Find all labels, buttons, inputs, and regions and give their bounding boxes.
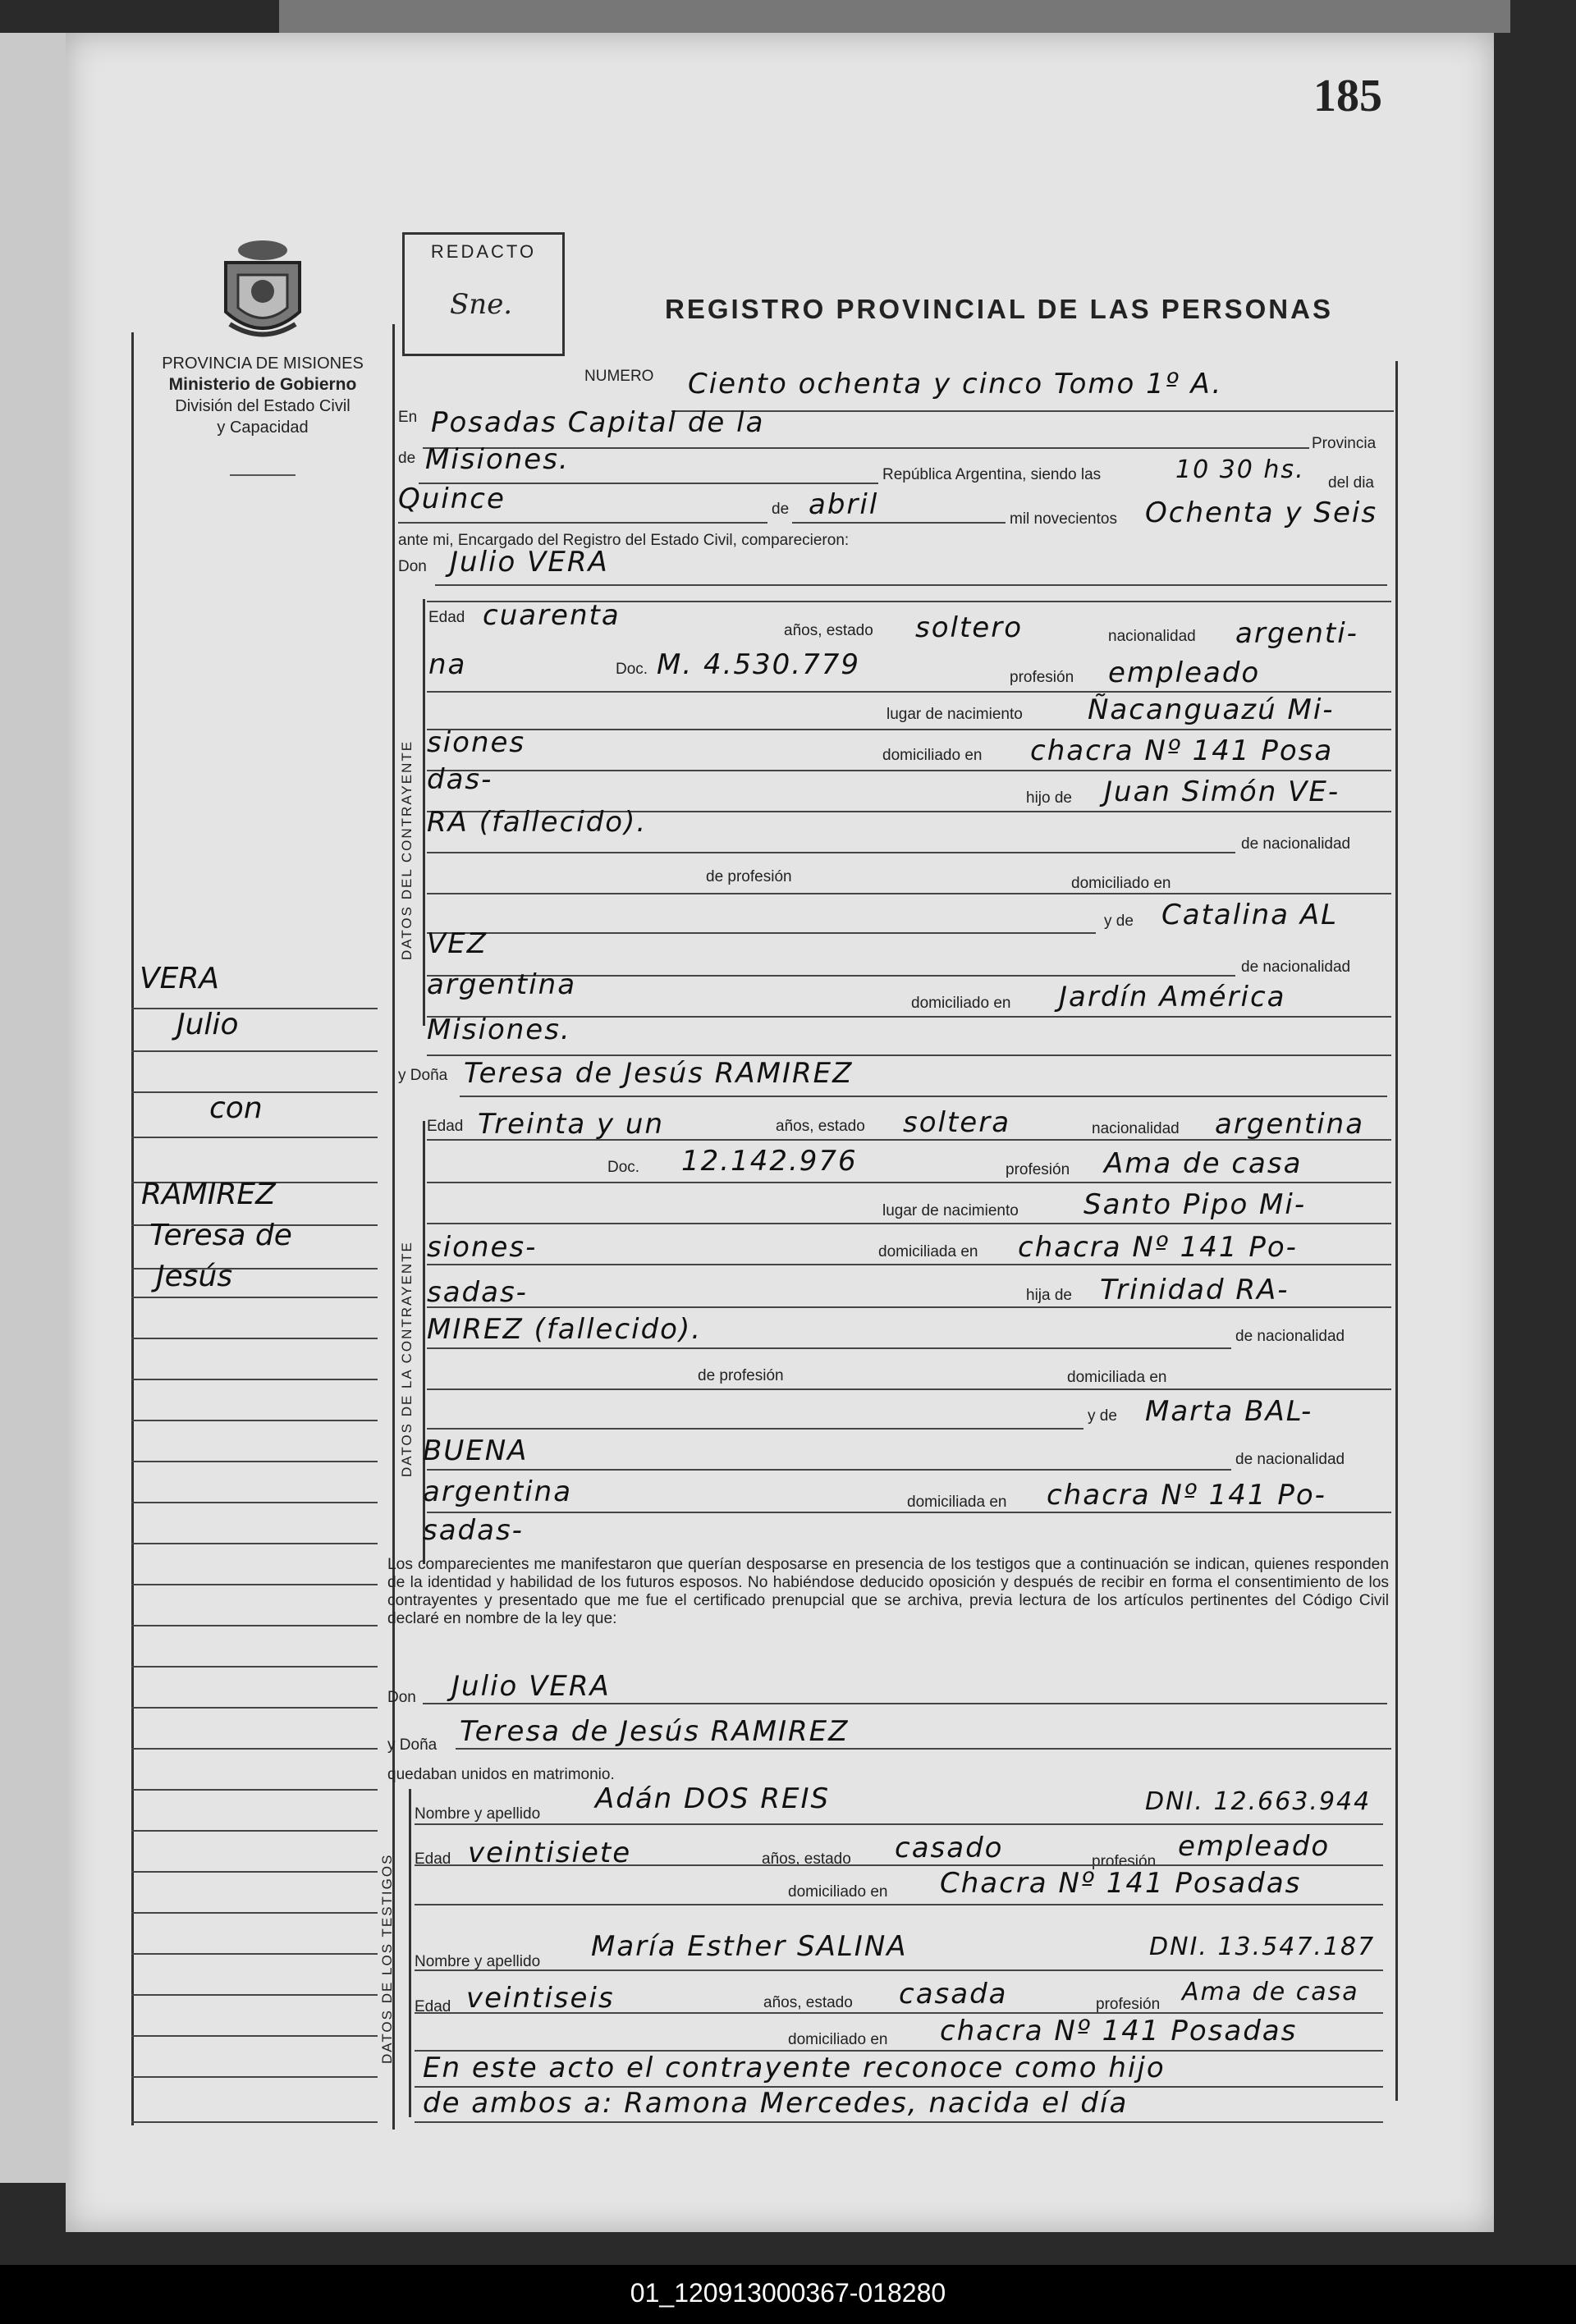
groom-father: Juan Simón VE- — [1104, 775, 1340, 808]
bride-birthplace-cont: siones- — [427, 1231, 538, 1264]
edad-label-3: Edad — [415, 1851, 451, 1868]
groom-mother-address-cont: Misiones. — [427, 1013, 571, 1046]
bride-doc: 12.142.976 — [681, 1145, 858, 1178]
witness1-status: casado — [895, 1832, 1004, 1864]
mes-value: abril — [809, 488, 879, 521]
del-dia-label: del dia — [1328, 474, 1374, 492]
bride-mother-nationality: argentina — [423, 1475, 573, 1508]
anos-estado-label: años, estado — [784, 622, 873, 639]
nacionalidad-label: nacionalidad — [1108, 628, 1196, 645]
rule — [423, 1703, 1387, 1704]
hija-de-label: hija de — [1026, 1287, 1072, 1304]
rule — [415, 1969, 1383, 1971]
nombre-apellido-label-2: Nombre y apellido — [415, 1953, 541, 1970]
domiciliado-en-label: domiciliado en — [1071, 875, 1171, 892]
anio-value: Ochenta y Seis — [1145, 496, 1378, 529]
anos-estado-label-4: años, estado — [763, 1994, 853, 2011]
hour-value: 10 30 hs. — [1175, 455, 1305, 484]
bride-mother: Marta BAL- — [1145, 1395, 1313, 1428]
witness2-age: veintiseis — [466, 1982, 615, 2015]
groom-name: Julio VERA — [450, 546, 609, 579]
quedaban-label: quedaban unidos en matrimonio. — [387, 1766, 615, 1783]
rule — [415, 1904, 1383, 1905]
witness1-profession: empleado — [1178, 1830, 1331, 1863]
numero-value: Ciento ochenta y cinco Tomo 1º A. — [688, 368, 1223, 400]
en-label: En — [398, 409, 418, 426]
bride-mother-cont: BUENA — [423, 1434, 529, 1467]
nacionalidad-label-2: nacionalidad — [1092, 1120, 1180, 1137]
lugar-nac-label: lugar de nacimiento — [886, 706, 1023, 723]
groom-mother-address: Jardín América — [1059, 981, 1286, 1013]
anos-estado-label-3: años, estado — [762, 1851, 851, 1868]
form-right-border — [1395, 361, 1398, 2101]
republica-label: República Argentina, siendo las — [882, 466, 1102, 483]
lugar-nac-label-2: lugar de nacimiento — [882, 1202, 1019, 1219]
de-nacionalidad-label-3: de nacionalidad — [1235, 1328, 1345, 1345]
rule — [415, 1823, 1383, 1825]
witness1-doc: DNI. 12.663.944 — [1145, 1787, 1372, 1816]
doc-label-2: Doc. — [607, 1159, 640, 1176]
numero-label: NUMERO — [584, 368, 654, 385]
bride-age: Treinta y un — [478, 1108, 665, 1141]
margin-note-name-3: Jesús — [156, 1260, 233, 1293]
bride-name-2: Teresa de Jesús RAMIREZ — [460, 1715, 850, 1748]
margin-note-surname: VERA — [140, 962, 220, 995]
scan-id: 01_120913000367-018280 — [630, 2278, 946, 2308]
hijo-de-label: hijo de — [1026, 789, 1072, 807]
margin-note-name-2: Teresa de — [149, 1219, 292, 1252]
groom-mother: Catalina AL — [1161, 899, 1339, 931]
dia-value: Quince — [398, 483, 506, 515]
groom-section-label: DATOS DEL CONTRAYENTE — [399, 739, 415, 960]
y-dona-label: y Doña — [398, 1067, 448, 1084]
section-border-1 — [423, 599, 425, 1026]
division-label: División del Estado Civil — [175, 397, 350, 415]
note-line-1: En este acto el contrayente reconoce como hijo — [423, 2052, 1166, 2084]
issuing-office — [131, 353, 394, 438]
domiciliado-label-3: domiciliado en — [788, 1883, 888, 1901]
groom-birthplace-cont: siones — [427, 726, 526, 759]
groom-age: cuarenta — [483, 599, 621, 632]
rule — [427, 932, 1096, 934]
bride-mother-address-cont: sadas- — [423, 1514, 524, 1547]
groom-profession: empleado — [1108, 656, 1261, 689]
witness1-age: veintisiete — [468, 1837, 632, 1869]
rule — [427, 770, 1391, 771]
rule — [427, 1054, 1391, 1056]
ante-mi-label: ante mi, Encargado del Registro del Estado Civil, comparecieron: — [398, 532, 850, 549]
province-label: PROVINCIA DE MISIONES — [162, 355, 364, 373]
domiciliada-en-label: domiciliada en — [1067, 1369, 1167, 1386]
rule — [427, 1428, 1084, 1430]
bride-status: soltera — [903, 1106, 1011, 1139]
numero-line — [671, 410, 1394, 412]
redacto-label: REDACTO — [430, 241, 537, 262]
rule — [427, 1306, 1391, 1308]
rule — [427, 1264, 1391, 1265]
groom-nationality: argenti- — [1235, 617, 1358, 650]
rule — [415, 2121, 1383, 2123]
bride-profession: Ama de casa — [1104, 1147, 1303, 1180]
y-de-label-2: y de — [1088, 1407, 1117, 1425]
en-value: Posadas Capital de la — [431, 406, 765, 439]
bride-name: Teresa de Jesús RAMIREZ — [464, 1057, 854, 1090]
groom-address: chacra Nº 141 Posa — [1030, 734, 1334, 767]
de-value: Misiones. — [425, 443, 570, 476]
witness2-name: María Esther SALINA — [591, 1930, 908, 1963]
de-label-2: de — [772, 501, 790, 518]
de-nacionalidad-label-2: de nacionalidad — [1241, 958, 1351, 976]
margin-note-con: con — [209, 1091, 263, 1125]
don-label-2: Don — [387, 1689, 416, 1706]
domiciliado-label-2: domiciliado en — [911, 995, 1011, 1012]
rule — [456, 1748, 1391, 1750]
groom-father-cont: RA (fallecido). — [427, 806, 648, 839]
coat-of-arms-icon — [213, 234, 312, 349]
bride-mother-address: chacra Nº 141 Po- — [1047, 1479, 1326, 1512]
nombre-apellido-label: Nombre y apellido — [415, 1805, 541, 1823]
profesion-label: profesión — [1010, 669, 1074, 686]
bride-father: Trinidad RA- — [1100, 1274, 1290, 1306]
de-nacionalidad-label-4: de nacionalidad — [1235, 1451, 1345, 1468]
rule — [415, 2012, 1383, 2014]
bride-address-cont: sadas- — [427, 1276, 528, 1309]
witness2-doc: DNI. 13.547.187 — [1149, 1933, 1376, 1961]
don-label: Don — [398, 558, 427, 575]
division-label-2: y Capacidad — [217, 419, 309, 437]
rule — [415, 1864, 1383, 1866]
groom-nationality-cont: na — [428, 648, 467, 681]
domiciliado-label-4: domiciliado en — [788, 2031, 888, 2048]
provincia-label: Provincia — [1312, 435, 1377, 452]
mes-line — [792, 522, 1006, 524]
section-border-3 — [409, 1789, 411, 2117]
bride-section-label: DATOS DE LA CONTRAYENTE — [399, 1241, 415, 1477]
profesion-label-2: profesión — [1006, 1161, 1070, 1178]
rule — [427, 1139, 1391, 1141]
edad-label-2: Edad — [427, 1118, 464, 1135]
profesion-label-4: profesión — [1096, 1996, 1161, 2013]
groom-mother-cont: VEZ — [427, 927, 488, 960]
y-de-label: y de — [1104, 913, 1134, 930]
bride-birthplace: Santo Pipo Mi- — [1084, 1188, 1307, 1221]
page-title: REGISTRO PROVINCIAL DE LAS PERSONAS — [665, 294, 1333, 324]
groom-doc: M. 4.530.779 — [657, 648, 860, 681]
domiciliada-label: domiciliada en — [878, 1243, 978, 1260]
groom-address-cont: das- — [427, 763, 493, 796]
witness2-address: chacra Nº 141 Posadas — [940, 2015, 1298, 2047]
domiciliada-label-2: domiciliada en — [907, 1494, 1007, 1511]
margin-note-surname-2: RAMIREZ — [141, 1178, 276, 1211]
rule — [427, 1388, 1391, 1390]
groom-mother-nationality: argentina — [427, 968, 577, 1001]
groom-status: soltero — [915, 611, 1023, 644]
domiciliado-label: domiciliado en — [882, 747, 983, 764]
witness1-address: Chacra Nº 141 Posadas — [940, 1867, 1302, 1900]
redacto-signature: Sne. — [450, 288, 513, 321]
divider — [230, 474, 296, 476]
mil-label: mil novecientos — [1010, 510, 1117, 528]
bride-nationality: argentina — [1215, 1108, 1365, 1141]
page-number: 185 — [1313, 71, 1382, 121]
rule — [427, 729, 1391, 730]
bride-address: chacra Nº 141 Po- — [1018, 1231, 1298, 1264]
dia-line — [398, 522, 767, 524]
bride-father-cont: MIREZ (fallecido). — [427, 1313, 703, 1346]
rule — [427, 852, 1235, 853]
legal-paragraph: Los comparecientes me manifestaron que querían desposarse en presencia de los testigos que a continuación se indican, quienes responden de la identidad y habilidad de los futuros esposos. No habiéndose deducido oposición y después de recibir en forma el consentimiento de los contrayentes y presentado que me fue el certificado prenupcial que se archiva, previa lectura de los artículos pertinentes del Código Civil declaré en nombre de la ley que: — [387, 1556, 1389, 1627]
de-nacionalidad-label: de nacionalidad — [1241, 835, 1351, 853]
groom-name-2: Julio VERA — [451, 1670, 611, 1703]
don-line — [435, 584, 1387, 586]
anos-estado-label-2: años, estado — [776, 1118, 865, 1135]
witness2-profession: Ama de casa — [1182, 1978, 1359, 2006]
de-profesion-label: de profesión — [706, 868, 792, 885]
doc-label: Doc. — [616, 661, 648, 678]
rule — [427, 1512, 1391, 1513]
witness1-name: Adán DOS REIS — [595, 1782, 831, 1815]
redacto-box — [402, 232, 565, 356]
rule — [427, 691, 1391, 693]
y-dona-label-2: y Doña — [387, 1736, 438, 1754]
margin-note-name: Julio — [176, 1008, 239, 1041]
witnesses-section-label: DATOS DE LOS TESTIGOS — [379, 1853, 395, 2064]
edad-label: Edad — [428, 609, 465, 626]
rule — [427, 1347, 1231, 1349]
profesion-label-3: profesión — [1092, 1853, 1157, 1870]
edad-label-4: Edad — [415, 1998, 451, 2015]
rule — [427, 893, 1391, 894]
rule — [427, 1016, 1391, 1018]
de-label: de — [398, 450, 416, 467]
rule — [427, 1182, 1391, 1183]
groom-birthplace: Ñacanguazú Mi- — [1088, 693, 1335, 726]
book-binding — [0, 33, 71, 2183]
witness2-status: casada — [899, 1978, 1008, 2011]
rule — [460, 1096, 1387, 1097]
note-line-2: de ambos a: Ramona Mercedes, nacida el día — [423, 2087, 1129, 2120]
top-page-edge — [279, 0, 1510, 33]
ministry-label: Ministerio de Gobierno — [168, 375, 357, 394]
margin-left-border — [131, 332, 134, 2125]
rule — [427, 1469, 1231, 1471]
rule — [427, 1223, 1391, 1224]
de-profesion-label-2: de profesión — [698, 1367, 784, 1384]
